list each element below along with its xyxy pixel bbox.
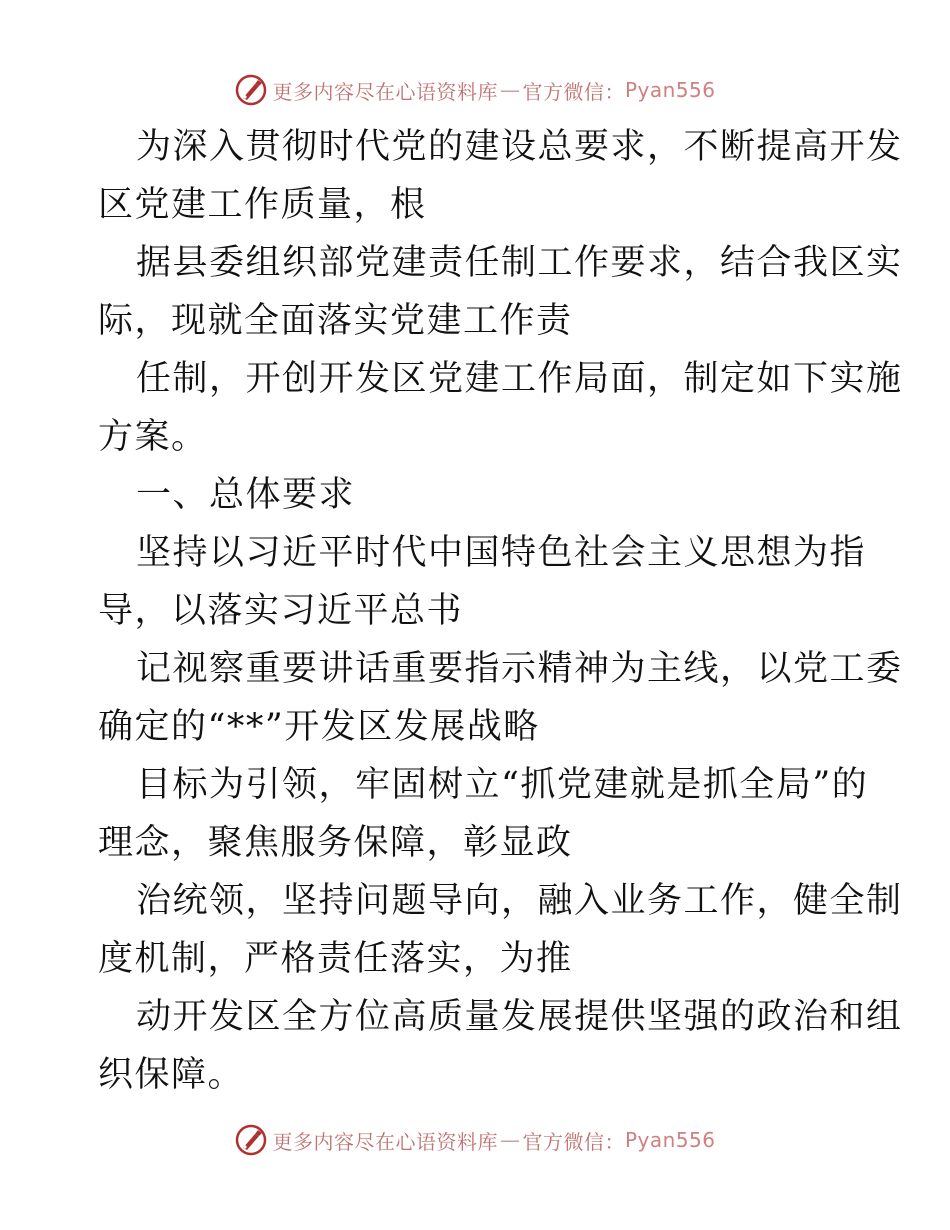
body-line-15: 度机制，严格责任落实，为推: [98, 939, 573, 979]
watermark-wechat-label: 官方微信：: [522, 79, 625, 104]
watermark-wechat-id: Pyan556: [624, 78, 716, 102]
pen-nib-logo-icon: [234, 1123, 268, 1157]
body-line-2: 区党建工作质量，根: [98, 185, 427, 225]
body-line-8: 坚持以习近平时代中国特色社会主义思想为指: [136, 533, 867, 573]
watermark-site-text: 更多内容尽在心语资料库: [272, 1129, 498, 1154]
body-line-9: 导，以落实习近平总书: [98, 591, 464, 631]
watermark-wechat-label: 官方微信：: [522, 1129, 625, 1154]
section-heading: 一、总体要求: [136, 475, 356, 515]
body-line-16: 动开发区全方位高质量发展提供坚强的政治和组: [136, 997, 903, 1037]
body-line-14: 治统领，坚持问题导向，融入业务工作，健全制: [136, 881, 903, 921]
body-line-11: 确定的“**”开发区发展战略: [98, 707, 540, 747]
body-line-10: 记视察重要讲话重要指示精神为主线，以党工委: [136, 649, 903, 689]
body-line-13: 理念，聚焦服务保障，彰显政: [98, 823, 573, 863]
watermark-wechat-id: Pyan556: [624, 1128, 716, 1152]
body-line-4: 际，现就全面落实党建工作责: [98, 301, 573, 341]
body-line-12: 目标为引领，牢固树立“抓党建就是抓全局”的: [136, 765, 869, 805]
pen-nib-logo-icon: [234, 73, 268, 107]
footer-watermark: [0, 1120, 950, 1160]
body-line-3: 据县委组织部党建责任制工作要求，结合我区实: [136, 243, 903, 283]
body-line-5: 任制，开创开发区党建工作局面，制定如下实施: [136, 359, 903, 399]
watermark-site-text: 更多内容尽在心语资料库: [272, 79, 498, 104]
document-body: [98, 118, 903, 1104]
body-line-17: 织保障。: [98, 1055, 245, 1095]
header-watermark: [0, 70, 950, 110]
watermark-separator: —: [499, 78, 521, 102]
body-line-6: 方案。: [98, 417, 208, 457]
body-line-1: 为深入贯彻时代党的建设总要求，不断提高开发: [136, 127, 903, 167]
watermark-separator: —: [499, 1128, 521, 1152]
